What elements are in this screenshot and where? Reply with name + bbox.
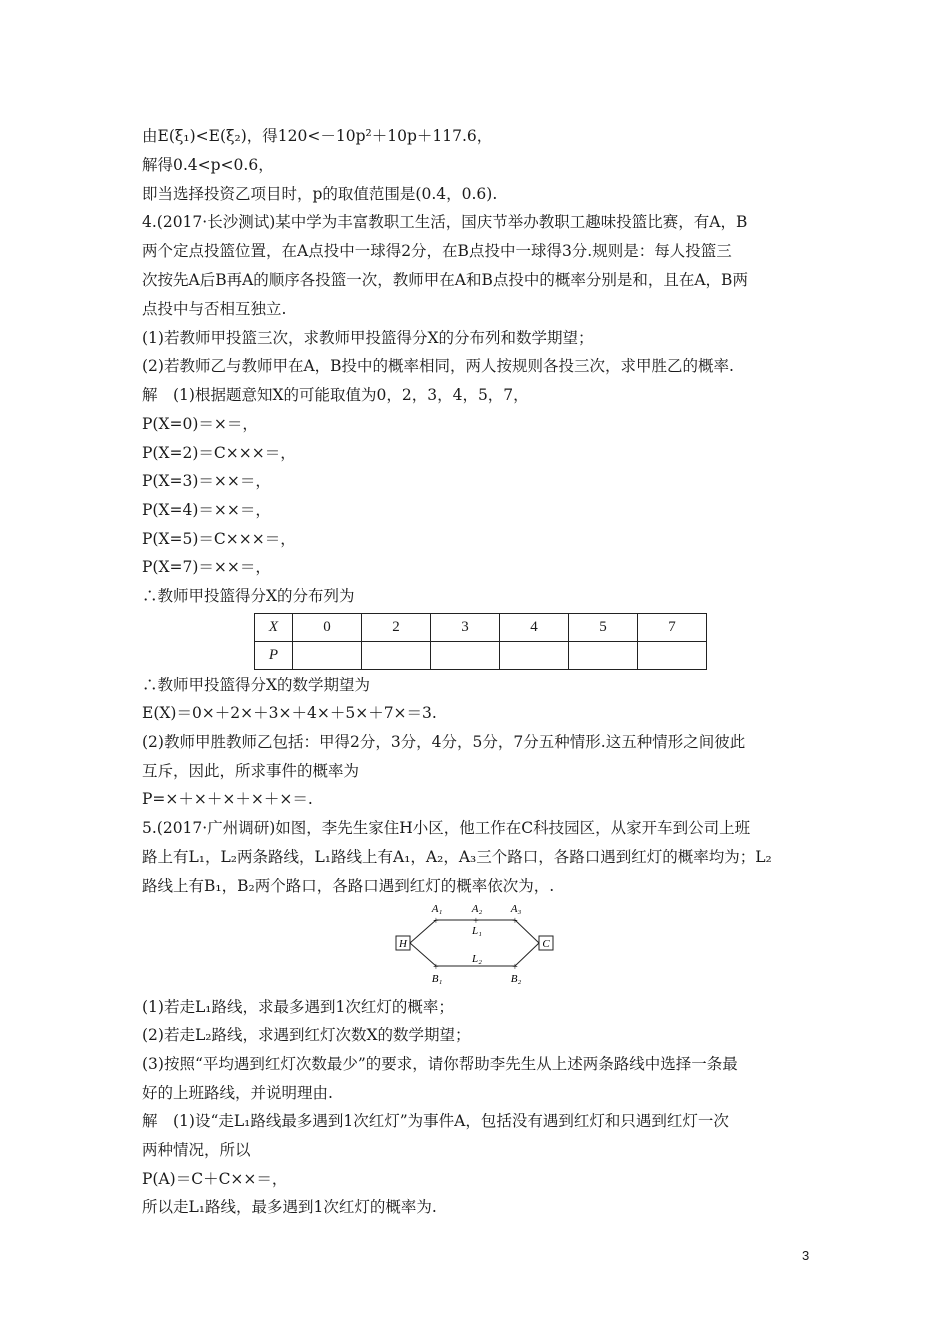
text-line: 所以走L₁路线，最多遇到1次红灯的概率为. [142,1198,437,1216]
table-header-p: P [255,642,293,670]
text-line: 互斥，因此，所求事件的概率为 [142,762,360,780]
text-line: 解得0.4<p<0.6， [142,156,274,174]
table-cell: 5 [569,614,638,642]
question-3: (3)按照“平均遇到红灯次数最少”的要求，请你帮助李先生从上述两条路线中选择一条最 [142,1055,738,1073]
solution-start: 解 (1)根据题意知X的可能取值为0，2，3，4，5，7， [142,386,529,404]
text-line: 路线上有B₁，B₂两个路口，各路口遇到红灯的概率依次为，. [142,877,555,895]
distribution-table [254,613,707,670]
table-cell: 2 [362,614,431,642]
text-line: ∴教师甲投篮得分X的分布列为 [142,587,355,605]
text-line: 由E(ξ₁)<E(ξ₂)，得120<－10p²＋10p＋117.6， [142,127,493,145]
text-line: ∴教师甲投篮得分X的数学期望为 [142,676,371,694]
formula-line: P(A)＝C＋C××＝， [142,1170,288,1188]
label-a1: A₁ [431,903,443,915]
table-row [255,642,707,670]
problem-5-stem: 5.(2017·广州调研)如图，李先生家住H小区，他工作在C科技园区，从家开车到公司上班 [142,819,751,837]
table-cell: 0 [293,614,362,642]
intersection-marker: + [512,962,518,973]
route-diagram [392,900,562,986]
table-cell [362,642,431,670]
problem-4-stem: 4.(2017·长沙测试)某中学为丰富教职工生活，国庆节举办教职工趣味投篮比赛，有A，B [142,213,748,231]
question-1: (1)若教师甲投篮三次，求教师甲投篮得分X的分布列和数学期望； [142,329,594,347]
formula-line: P(X=5)＝C×××＝， [142,530,296,548]
question-2: (2)若教师乙与教师甲在A，B投中的概率相同，两人按规则各投三次，求甲胜乙的概率. [142,357,734,375]
formula-line: P(X=0)＝×＝， [142,415,258,433]
intersection-marker: + [473,916,479,927]
label-b2: B₂ [510,973,522,985]
formula-line: P(X=4)＝××＝， [142,501,271,519]
company-label: C [542,938,550,950]
text-line: 两个定点投篮位置，在A点投中一球得2分，在B点投中一球得3分.规则是：每人投篮三 [142,242,732,260]
label-l2: L₂ [472,953,482,965]
question-1: (1)若走L₁路线，求最多遇到1次红灯的概率； [142,998,454,1016]
formula-line: P(X=3)＝××＝， [142,472,271,490]
formula-line: P(X=7)＝××＝， [142,558,271,576]
table-cell [500,642,569,670]
table-header-x: X [255,614,293,642]
table-cell [638,642,707,670]
label-a2: A₂ [471,903,483,915]
solution-start: 解 (1)设“走L₁路线最多遇到1次红灯”为事件A，包括没有遇到红灯和只遇到红灯一次 [142,1112,729,1130]
text-line: 次按先A后B再A的顺序各投篮一次，教师甲在A和B点投中的概率分别是和，且在A，B两 [142,271,748,289]
formula-line: P=×＋×＋×＋×＋×＝. [142,790,313,808]
table-row [255,614,707,642]
table-cell: 7 [638,614,707,642]
table-cell: 4 [500,614,569,642]
formula-line: E(X)＝0×＋2×＋3×＋4×＋5×＋7×＝3. [142,704,437,722]
question-2: (2)若走L₂路线，求遇到红灯次数X的数学期望； [142,1026,471,1044]
table-cell [569,642,638,670]
text-line: 即当选择投资乙项目时，p的取值范围是(0.4，0.6). [142,185,498,203]
text-line: 路上有L₁，L₂两条路线，L₁路线上有A₁，A₂，A₃三个路口，各路口遇到红灯的概率均为；L₂ [142,848,772,866]
table-cell: 3 [431,614,500,642]
page-number: 3 [802,1248,810,1263]
intersection-marker: + [433,916,439,927]
text-line: (2)教师甲胜教师乙包括：甲得2分，3分，4分，5分，7分五种情形.这五种情形之间彼此 [142,733,746,751]
label-a3: A₃ [510,903,522,915]
label-l1: L₁ [472,925,482,937]
table-cell [293,642,362,670]
intersection-marker: + [512,916,518,927]
home-label: H [399,938,407,950]
intersection-marker: + [433,962,439,973]
table-cell [431,642,500,670]
text-line: 好的上班路线，并说明理由. [142,1084,333,1102]
label-b1: B₁ [431,973,443,985]
text-line: 两种情况，所以 [142,1141,251,1159]
formula-line: P(X=2)＝C×××＝， [142,444,296,462]
text-line: 点投中与否相互独立. [142,300,287,318]
